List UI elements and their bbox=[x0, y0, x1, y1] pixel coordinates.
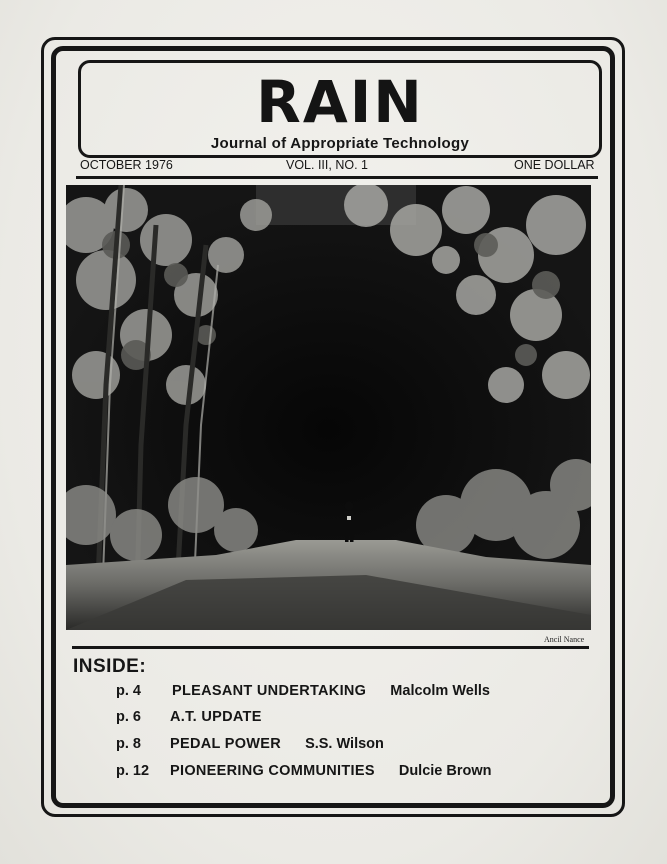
issue-price: ONE DOLLAR bbox=[514, 158, 595, 172]
toc-item bbox=[116, 763, 492, 779]
toc-page: p. 8 bbox=[116, 736, 141, 752]
toc-item bbox=[116, 736, 384, 752]
bottom-rule bbox=[72, 646, 589, 649]
toc-page: p. 4 bbox=[116, 683, 141, 699]
toc-title: A.T. UPDATE bbox=[170, 709, 262, 725]
magazine-subtitle: Journal of Appropriate Technology bbox=[210, 135, 470, 152]
toc-page: p. 12 bbox=[116, 763, 150, 779]
photo-credit: Ancil Nance bbox=[544, 635, 585, 644]
toc-author: S.S. Wilson bbox=[305, 736, 384, 752]
magazine-title: RAIN bbox=[256, 68, 424, 136]
issue-volume: VOL. III, NO. 1 bbox=[286, 158, 368, 172]
cover-photo bbox=[66, 185, 591, 630]
toc-author: Dulcie Brown bbox=[398, 763, 492, 779]
toc-item bbox=[116, 709, 286, 725]
toc-item bbox=[116, 683, 490, 699]
toc-page: p. 6 bbox=[116, 709, 141, 725]
toc-title: PLEASANT UNDERTAKING bbox=[172, 683, 367, 699]
toc-author: Malcolm Wells bbox=[390, 683, 490, 699]
top-rule bbox=[76, 176, 598, 179]
toc-title: PEDAL POWER bbox=[170, 736, 282, 752]
inside-heading: INSIDE: bbox=[73, 656, 147, 677]
toc-title: PIONEERING COMMUNITIES bbox=[170, 763, 375, 779]
masthead-box bbox=[78, 60, 602, 158]
issue-date: OCTOBER 1976 bbox=[80, 158, 173, 172]
